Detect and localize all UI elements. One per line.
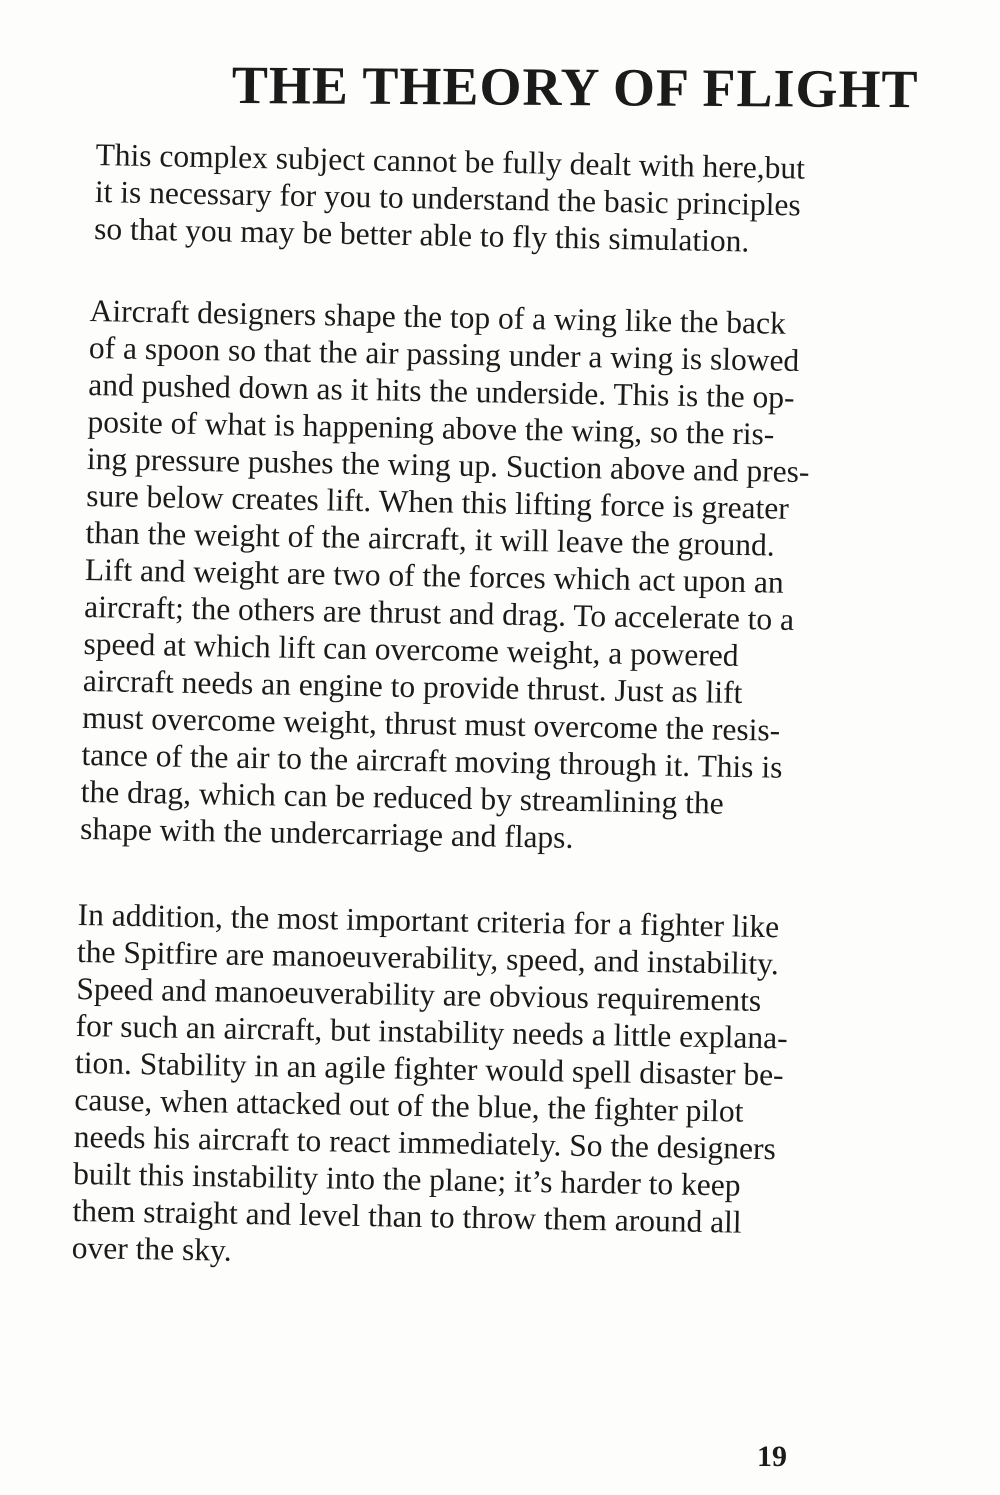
text-line: over the sky. <box>71 1229 232 1268</box>
page-number: 19 <box>757 1440 787 1473</box>
text-line: than the weight of the aircraft, it will leave the ground. <box>85 514 776 563</box>
text-line: them straight and level than to throw them around all <box>72 1192 742 1240</box>
text-line: This complex subject cannot be fully dealt with here,but <box>95 136 806 186</box>
text-line: tion. Stability in an agile fighter would spell disaster be- <box>74 1044 784 1093</box>
text-line: ing pressure pushes the wing up. Suction above and pres- <box>86 440 810 490</box>
text-line: the Spitfire are manoeuverability, speed, and instability. <box>76 933 780 982</box>
text-line: Aircraft designers shape the top of a wing like the back <box>89 292 787 341</box>
text-line: the drag, which can be reduced by streamlining the <box>80 773 724 821</box>
text-line: cause, when attacked out of the blue, the fighter pilot <box>74 1081 744 1129</box>
paragraph-fighter-criteria <box>72 896 790 1278</box>
text-line: of a spoon so that the air passing under a wing is slowed <box>88 329 800 379</box>
text-line: so that you may be better able to fly this simulation. <box>93 210 750 259</box>
text-line: and pushed down as it hits the underside. This is the op- <box>87 366 795 415</box>
text-line: Speed and manoeuverability are obvious requirements <box>76 970 762 1018</box>
text-line: aircraft needs an engine to provide thrust. Just as lift <box>82 662 743 711</box>
paragraph-lift-and-drag <box>80 292 813 860</box>
page-title: THE THEORY OF FLIGHT <box>231 55 919 120</box>
text-line: for such an aircraft, but instability needs a little explana- <box>75 1007 788 1056</box>
text-line: built this instability into the plane; it’s harder to keep <box>72 1155 741 1203</box>
text-line: sure below creates lift. When this lifting force is greater <box>85 477 790 526</box>
paragraph-intro <box>94 136 805 261</box>
text-line: speed at which lift can overcome weight, a powered <box>83 625 739 673</box>
text-line: aircraft; the others are thrust and drag. To accelerate to a <box>83 588 795 637</box>
text-line: tance of the air to the aircraft moving through it. This is <box>81 736 783 785</box>
text-line: shape with the undercarriage and flaps. <box>79 810 574 855</box>
text-line: Lift and weight are two of the forces which act upon an <box>84 551 785 600</box>
text-line: it is necessary for you to understand the basic principles <box>94 173 802 223</box>
text-line: posite of what is happening above the wing, so the ris- <box>87 403 775 452</box>
text-line: In addition, the most important criteria for a fighter like <box>77 896 780 945</box>
text-line: needs his aircraft to react immediately. So the designers <box>73 1118 777 1167</box>
text-line: must overcome weight, thrust must overcome the resis- <box>81 699 781 748</box>
